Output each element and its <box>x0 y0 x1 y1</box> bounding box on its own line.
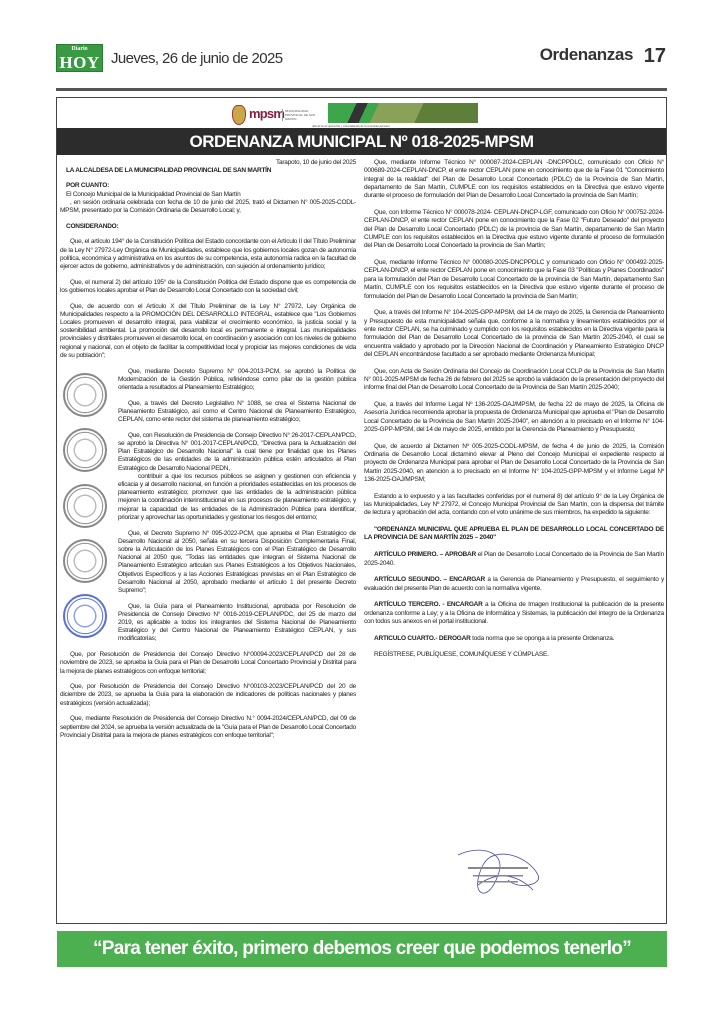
paragraph: Que, el numeral 2) del artículo 195° de la Constitución Política del Estado dispone que es competencia de los gobiernos locales aprobar el Plan de Desarrollo Local Concertado con la sociedad civil; <box>60 278 356 294</box>
article-text: toda norma que se oponga a la presente Ordenanza. <box>470 634 615 642</box>
place-date: Tarapoto, 10 de junio del 2025 <box>276 159 356 166</box>
paragraph: Que, la Guía para el Planeamiento Institucional, aprobada por Resolución de Presidencia de Consejo Directivo N° 0016-2019-CEPLAN/PDC, del 25 de marzo del 2019, es aplicable a todos los integrantes del Sistema Nacional de Planeamiento Estratégico y del Centro Nacional de Planeamiento Estratégico CEPLAN, y sus modificatorias; <box>118 602 356 643</box>
article-label: ARTICULO CUARTO.- <box>374 634 438 642</box>
article-label: ARTÍCULO SEGUNDO. – <box>374 576 447 584</box>
paragraph: Que, por Resolución de Presidencia del Consejo Directivo N°00103-2023/CEPLAN/PCD del 20 de diciembre de 2023, se aprueba la Guía para la elaboración de indicadores de políticas nacionales y planes estratégicos (versión actualizada); <box>60 683 356 707</box>
paragraph: Que, de acuerdo al Dictamen Nº 005-2025-CODL-MPSM, de fecha 4 de junio de 2025, la Comisión Ordinaria de Desarrollo Local dictaminó elevar al Pleno del Concejo Municipal el expediente respecto al proyecto de Ordenanza Municipal para aprobar el Plan de Desarrollo Local Concertado de la Provincia de San Martín 2025-2040, en atención a lo precisado en el Informe N° 104-2025-GPP-MPSM y el Informe Legal Nº 136-2025-OAJ/MPSM; <box>364 442 664 484</box>
official-stamp <box>63 594 107 638</box>
official-stamp <box>63 539 107 583</box>
por-cuanto-line: El Concejo Municipal de la Municipalidad Provincial de San Martín <box>66 190 241 198</box>
quote-banner: “Para tener éxito, primero debemos creer que podemos tenerlo” <box>57 931 667 967</box>
paragraph: contribuir a que los recursos públicos se asignen y gestionen con eficiencia y eficacia y al desarrollo nacional, en función a prioridades establecidas en los procesos de planeamiento estratégico; promover que las entidades de la administración pública mejoren la coordinación interinstitucional en sus procesos de planeamiento estratégico, y mejorar la capacidad de las entidades de la Administración Pública para identificar, priorizar y aprovechar las oportunidades y gestionar los riesgos del entorno; <box>118 472 356 521</box>
issue-date: Jueves, 26 de junio de 2025 <box>111 50 283 67</box>
diario-hoy-logo <box>56 44 103 72</box>
issuer-heading: LA ALCALDESA DE LA MUNICIPALIDAD PROVINCIAL DE SAN MARTÍN <box>66 167 272 175</box>
article-2 <box>364 576 664 593</box>
paragraph: Que, con Informe Técnico N° 000078-2024- CEPLAN-DNCP-LGF, comunicado con Oficio N° 000752-2024-CEPLAN-DNCP, el ente rector CEPLAN pone en conocimiento que la Fase 02 "Futuro Deseado" del proyecto del Plan de Desarrollo Local Concertado (PDLC) de la provincia de San Martín, departamento de San Martín CUMPLE con los requisitos establecidos en la Directiva que estuvo vigente durante el proceso de formulación del Plan de Desarrollo Local Concertado la provincia de San Martín; <box>364 209 664 250</box>
article-4 <box>364 635 664 643</box>
paragraph: Que, a través del Informe Legal Nº 136-2025-OAJ/MPSM, de fecha 22 de mayo de 2025, la Oficina de Asesoría Jurídica recomienda aprobar la propuesta de Ordenanza Municipal que aprueba el "Plan de Desarrollo Local Concertado de la Provincia de San Martín 2025-2040", en atención a lo precisado en el Informe N° 104-2025-GPP-MPSM, del 14 de mayo de 2025, emitido por la Gerencia de Planeamiento y Presupuesto; <box>364 400 664 433</box>
paragraph: Que, mediante Informe Técnico N° 000080-2025-DNCPPDLC y comunicado con Oficio N° 000492-2025-CEPLAN-DNCP, el ente rector CEPLAN pone en conocimiento que la Fase 03 "Políticas y Planes Coordinados" para la formulación del Plan de Desarrollo Local Concertado de la provincia de San Martín, departamento San Martín, CUMPLE con los requisitos establecidos en la Directiva que estuvo vigente durante el proceso de formulación del Plan de Desarrollo Local Concertado la provincia de San Martín; <box>364 259 664 300</box>
closing-formula: REGÍSTRESE, PUBLÍQUESE, COMUNÍQUESE Y CÚMPLASE. <box>374 651 549 659</box>
paragraph: Que, de acuerdo con el Artículo X del Título Preliminar de la Ley N° 27972, Ley Orgánica de Municipalidades respecto a la PROMOCIÓN DEL DESARROLLO INTEGRAL, establece que "Los Gobiernos Locales promueven el desarrollo integral, para viabilizar el crecimiento económico, la justicia social y la sostenibilidad ambiental. La promoción del desarrollo local es permanente e integral. Las municipalidades provinciales y distritales promueven el desarrollo local, en coordinación y asociación con los niveles de gobierno regional y nacional, con el objeto de facilitar la competitividad local y propiciar las mejores condiciones de vida de su población"; <box>60 302 356 359</box>
article-verb: APROBAR <box>444 551 476 559</box>
paragraph: Que, por Resolución de Presidencia del Consejo Directivo N°00094-2023/CEPLAN/PCD del 28 de noviembre de 2023, se aprueba la Guía para el Plan de Desarrollo Local Concertado Provincial y Distrital para la mejora de planes estratégicos con enfoque territorial; <box>60 651 356 675</box>
official-stamp <box>63 484 107 528</box>
paragraph: Que, a través del Decreto Legislativo N° 1088, se crea el Sistema Nacional de Planeamiento Estratégico, así como el Centro Nacional de Planeamiento Estratégico, CEPLAN, como ente rector del sistema de planeamiento estratégico; <box>118 399 356 424</box>
coat-of-arms-icon <box>232 105 246 125</box>
official-stamp <box>63 373 107 417</box>
mpsm-logo: mpsm <box>249 106 285 121</box>
article-label: ARTÍCULO TERCERO. - <box>374 601 445 609</box>
paragraph: Que, a través del Informe N° 104-2025-GPP-MPSM, del 14 de mayo de 2025, la Gerencia de Planeamiento y Presupuesto de esta municipalidad señala que, conforme a la normativa y lineamientos establecidos por el ente rector CEPLAN, se ha culminado y cumplido con los requisitos establecidos en la Directiva vigente para la formulación del Plan de Desarrollo Local Concertado de la provincia de San Martín 2025-2040, el cual se encuentra validado y aprobado por la Dirección Nacional de Coordinación y Planeamiento Estratégico DNCP del CEPLAN encontrándose facultado a ser aprobado mediante Ordenanza Municipal; <box>364 309 664 358</box>
paragraph: Estando a lo expuesto y a las facultades conferidas por el numeral 8) del artículo 9° de la Ley Orgánica de las Municipalidades, Ley Nº 27972, el Concejo Municipal Provincial de San Martín, con la dispensa del trámite de lectura y aprobación del acta, contando con el voto unánime de sus miembros, ha expedido la siguiente: <box>364 492 664 517</box>
article-1 <box>364 551 664 568</box>
logo-main-text: HOY <box>59 53 100 72</box>
section-name: Ordenanzas <box>539 45 633 64</box>
paragraph: Que, mediante Informe Técnico N° 000087-2024-CEPLAN -DNCPPDLC, comunicado con Oficio N° 000689-2024-CEPLAN-DNCP, el ente rector CEPLAN pone en conocimiento que de la Fase 01 "Conocimiento integral de la realidad" del Plan de Desarrollo Local Concertado (PDLC) de la Provincia de San Martín, departamento de San Martín, CUMPLE con los requisitos establecidos en la Directiva que estuvo vigente durante el proceso de formulación del Plan de Desarrollo Local Concertado la provincia de San Martín; <box>364 159 664 200</box>
considerando-heading: CONSIDERANDO: <box>66 222 119 230</box>
paragraph: Que, el Decreto Supremo N° 095-2022-PCM, que aprueba el Plan Estratégico de Desarrollo Nacional al 2050, señala en su tercera Disposición Complementaria Final, sobre la Articulación de los Planes Estratégicos con el Plan Estratégico de Desarrollo Nacional al 2050 que, "Todas las entidades que integran el Sistema Nacional de Planeamiento Estratégico articulan sus Planes Estratégicos a los Objetivos Nacionales, Objetivos Específicos y a las Acciones Estratégicas previstas en el Plan Estratégico de Desarrollo Nacional al 2050, aprobado mediante el artículo 1 del presente Decreto Supremo"; <box>118 529 356 594</box>
official-stamp <box>63 428 107 472</box>
stamped-section <box>60 368 356 644</box>
institution-name: MUNICIPALIDAD PROVINCIAL DE SAN MARTIN <box>282 109 322 121</box>
page-number: 17 <box>643 45 666 67</box>
ordinance-title: ORDENANZA MUNICIPAL Nº 018-2025-MPSM <box>57 128 666 155</box>
article-verb: DEROGAR <box>438 634 471 642</box>
article-verb: ENCARGAR <box>446 601 483 609</box>
logo-top-text: Diario <box>71 46 88 52</box>
year-motto: Año de la recuperación y consolidación de la economía peruana <box>312 124 390 128</box>
article-text: el Plan de Desarrollo Local Concertado de la Provincia de San Martín 2025-2040. <box>364 551 664 567</box>
signature-icon <box>438 845 568 915</box>
por-cuanto-text: , en sesión ordinaria celebrada con fecha de 10 de junio del 2025, trató el Dictamen N° 005-2025-CODL-MPSM, presentado por la Comisión Ordinaria de Desarrollo Local; y, <box>60 198 356 215</box>
left-column <box>60 159 356 747</box>
ordinance-name: "ORDENANZA MUNICIPAL QUE APRUEBA EL PLAN DE DESARROLLO LOCAL CONCERTADO DE LA PROVINCIA DE SAN MARTÍN 2025 – 2040" <box>364 526 664 542</box>
article-text: a la Oficina de Imagen Institucional la publicación de la presente ordenanza conforme a Ley; y a la Oficina de Informática y Sistemas, la publicación del íntegro de la Ordenanza con todos sus anexos en el portal institucional. <box>364 601 665 625</box>
article-verb: ENCARGAR <box>449 576 485 584</box>
stamp-column <box>60 368 110 644</box>
right-column <box>364 159 664 668</box>
paragraph: Que, mediante Decreto Supremo N° 004-2013-PCM, se aprobó la Política de Modernización de la Gestión Pública, refiriéndose como pilar de la gestión pública orientada a resultados al Planeamiento Estratégico; <box>118 367 356 391</box>
article-text: a la Gerencia de Planeamiento y Presupuesto, el seguimiento y evaluación del presente Plan de acuerdo con la normativa vigente. <box>364 576 664 592</box>
header-rule <box>56 88 667 91</box>
article-3 <box>364 601 664 626</box>
paragraph: Que, mediante Resolución de Presidencia del Consejo Directivo N.° 0094-2024/CEPLAN/PCD, del 09 de septiembre del 2024, se aprueba la versión actualizada de la "Guía para el Plan de Desarrollo Local Concertado Provincial y Distrital para la mejora de planes estratégicos con enfoque territorial"; <box>60 715 356 739</box>
article-label: ARTÍCULO PRIMERO. – <box>374 551 443 559</box>
paragraph: Que, con Resolución de Presidencia de Consejo Directivo N° 26-2017-CEPLAN/PCD, se aprobó la Directiva N° 001-2017-CEPLAN/PCD, "Directiva para la Actualización del Plan Estratégico de Desarrollo Nacional" la cual tiene por finalidad que los Planes Estratégicos de las entidades de la administración pública estén articulados al Plan Estratégico de Desarrollo Nacional PEDN, <box>118 431 356 472</box>
municipality-banner <box>232 103 478 128</box>
paragraph: Que, el artículo 194° de la Constitución Política del Estado concordante con el Artículo II del Título Preliminar de la Ley N° 27972-Ley Orgánica de Municipalidades, establece que los gobiernos locales gozan de autonomía política, económica y administrativa en los asuntos de su competencia, esta autonomía radica en la facultad de ejercer actos de gobierno, administrativos y de administración, con sujeción al ordenamiento jurídico; <box>60 238 356 271</box>
city-photo <box>328 103 478 123</box>
paragraph: Que, con Acta de Sesión Ordinaria del Concejo de Coordinación Local CCLP de la Provincia de San Martín N° 001-2025-MPSM de fecha 26 de febrero del 2025 se aprobó la validación de la presentación del proyecto del informe final del Plan de Desarrollo Local Concertado de la Provincia de San Martín 2025-2040; <box>364 367 664 392</box>
por-cuanto-heading: POR CUANTO: <box>66 182 109 190</box>
